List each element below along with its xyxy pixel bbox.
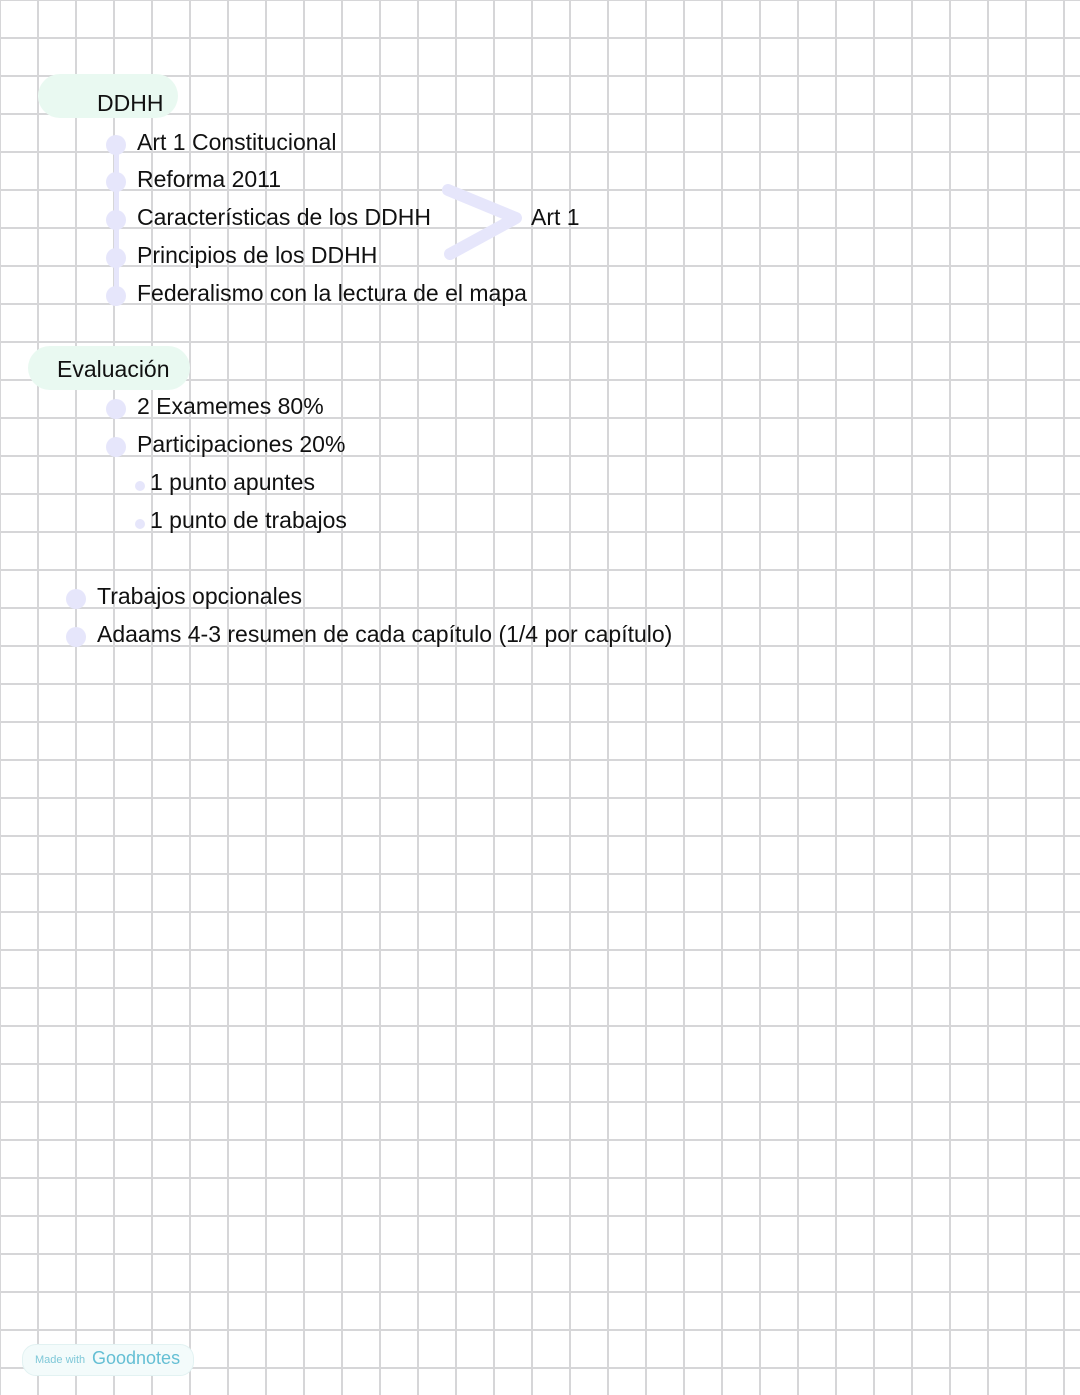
bullet-icon [66,589,86,609]
list-item: Art 1 Constitucional [137,129,337,155]
bullet-icon [106,437,126,457]
list-item: Federalismo con la lectura de el mapa [137,280,527,306]
bullet-icon [106,399,126,419]
list-item: Principios de los DDHH [137,242,378,268]
section-heading-ddhh: DDHH [97,90,164,116]
bullet-icon [106,286,126,306]
arrow-icon [440,180,530,265]
sub-list-item: 1 punto apuntes [150,469,315,495]
list-item: Adaams 4-3 resumen de cada capítulo (1/4 por capítulo) [97,621,673,647]
made-with-label: Made with [35,1354,86,1366]
sub-list-item: 1 punto de trabajos [150,507,347,533]
bullet-icon [106,135,126,155]
list-item: Participaciones 20% [137,431,346,457]
list-item: Características de los DDHH [137,204,431,230]
list-item: Reforma 2011 [137,166,282,192]
goodnotes-badge [22,1344,194,1376]
bullet-icon [106,248,126,268]
sub-bullet-icon [135,519,145,529]
list-item: Trabajos opcionales [97,583,302,609]
arrow-target-label: Art 1 [531,204,580,230]
section-heading-evaluacion: Evaluación [57,356,170,382]
sub-bullet-icon [135,481,145,491]
bullet-icon [66,627,86,647]
goodnotes-logo: Goodnotes [92,1348,181,1368]
list-item: 2 Examemes 80% [137,393,324,419]
bullet-icon [106,172,126,192]
bullet-icon [106,210,126,230]
